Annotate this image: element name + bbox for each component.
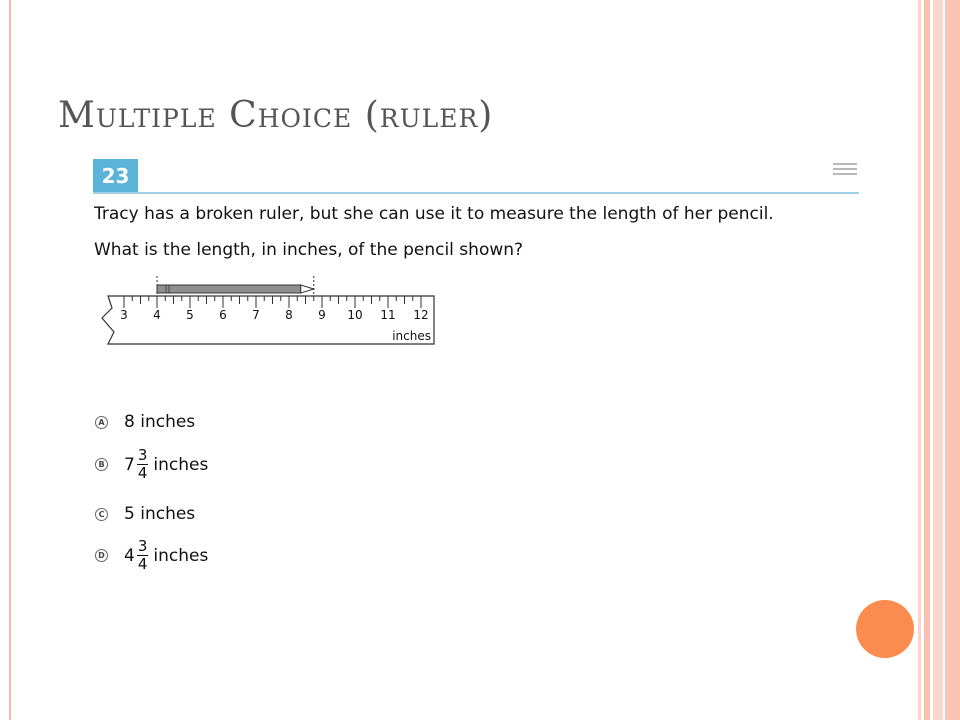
option-d-fraction [137,539,149,572]
slide-title: Multiple Choice (ruler) [58,95,494,136]
ruler-tick-label: 3 [120,308,128,322]
question-number-badge: 23 [93,159,138,193]
option-b-radio[interactable]: B [95,458,108,471]
option-a-radio[interactable]: A [95,416,108,429]
option-d-denominator: 4 [137,555,148,573]
ruler-figure [98,272,438,348]
option-b-denominator: 4 [137,464,148,482]
option-b[interactable] [95,448,208,481]
slide-right-decoration [918,0,960,720]
option-c[interactable] [95,504,195,524]
ruler-tick-label: 5 [186,308,194,322]
question-text-line2: What is the length, in inches, of the pencil shown? [94,240,524,260]
ruler-tick-label: 9 [318,308,326,322]
option-a-unit: inches [140,412,196,432]
ruler-tick-label: 8 [285,308,293,322]
option-d-unit: inches [153,545,209,566]
option-b-numerator: 3 [137,446,148,464]
option-b-fraction [137,448,149,481]
question-header-rule [93,192,859,194]
accent-circle [856,600,914,658]
ruler-tick-label: 11 [380,308,396,322]
option-a-value: 8 [124,412,135,432]
ruler-tick-label: 12 [413,308,429,322]
option-c-value: 5 [124,504,135,524]
pencil-body [157,285,301,293]
option-b-unit: inches [153,454,209,475]
ruler-unit-label: inches [392,329,431,343]
option-d-numerator: 3 [137,537,148,555]
ruler-tick-label: 6 [219,308,227,322]
pencil-tip [301,285,314,293]
ruler-tick-label: 4 [153,308,161,322]
option-d-radio[interactable]: D [95,549,108,562]
option-d-whole: 4 [124,545,135,566]
ruler-tick-label: 7 [252,308,260,322]
option-c-radio[interactable]: C [95,508,108,521]
menu-icon[interactable] [833,163,857,177]
option-a[interactable] [95,412,195,432]
pencil [157,276,314,294]
option-b-whole: 7 [124,454,135,475]
option-c-unit: inches [140,504,196,524]
ruler-tick-label: 10 [347,308,363,322]
option-d[interactable] [95,539,208,572]
slide-left-border [0,0,12,720]
question-text-line1: Tracy has a broken ruler, but she can use it to measure the length of her pencil. [94,204,774,224]
